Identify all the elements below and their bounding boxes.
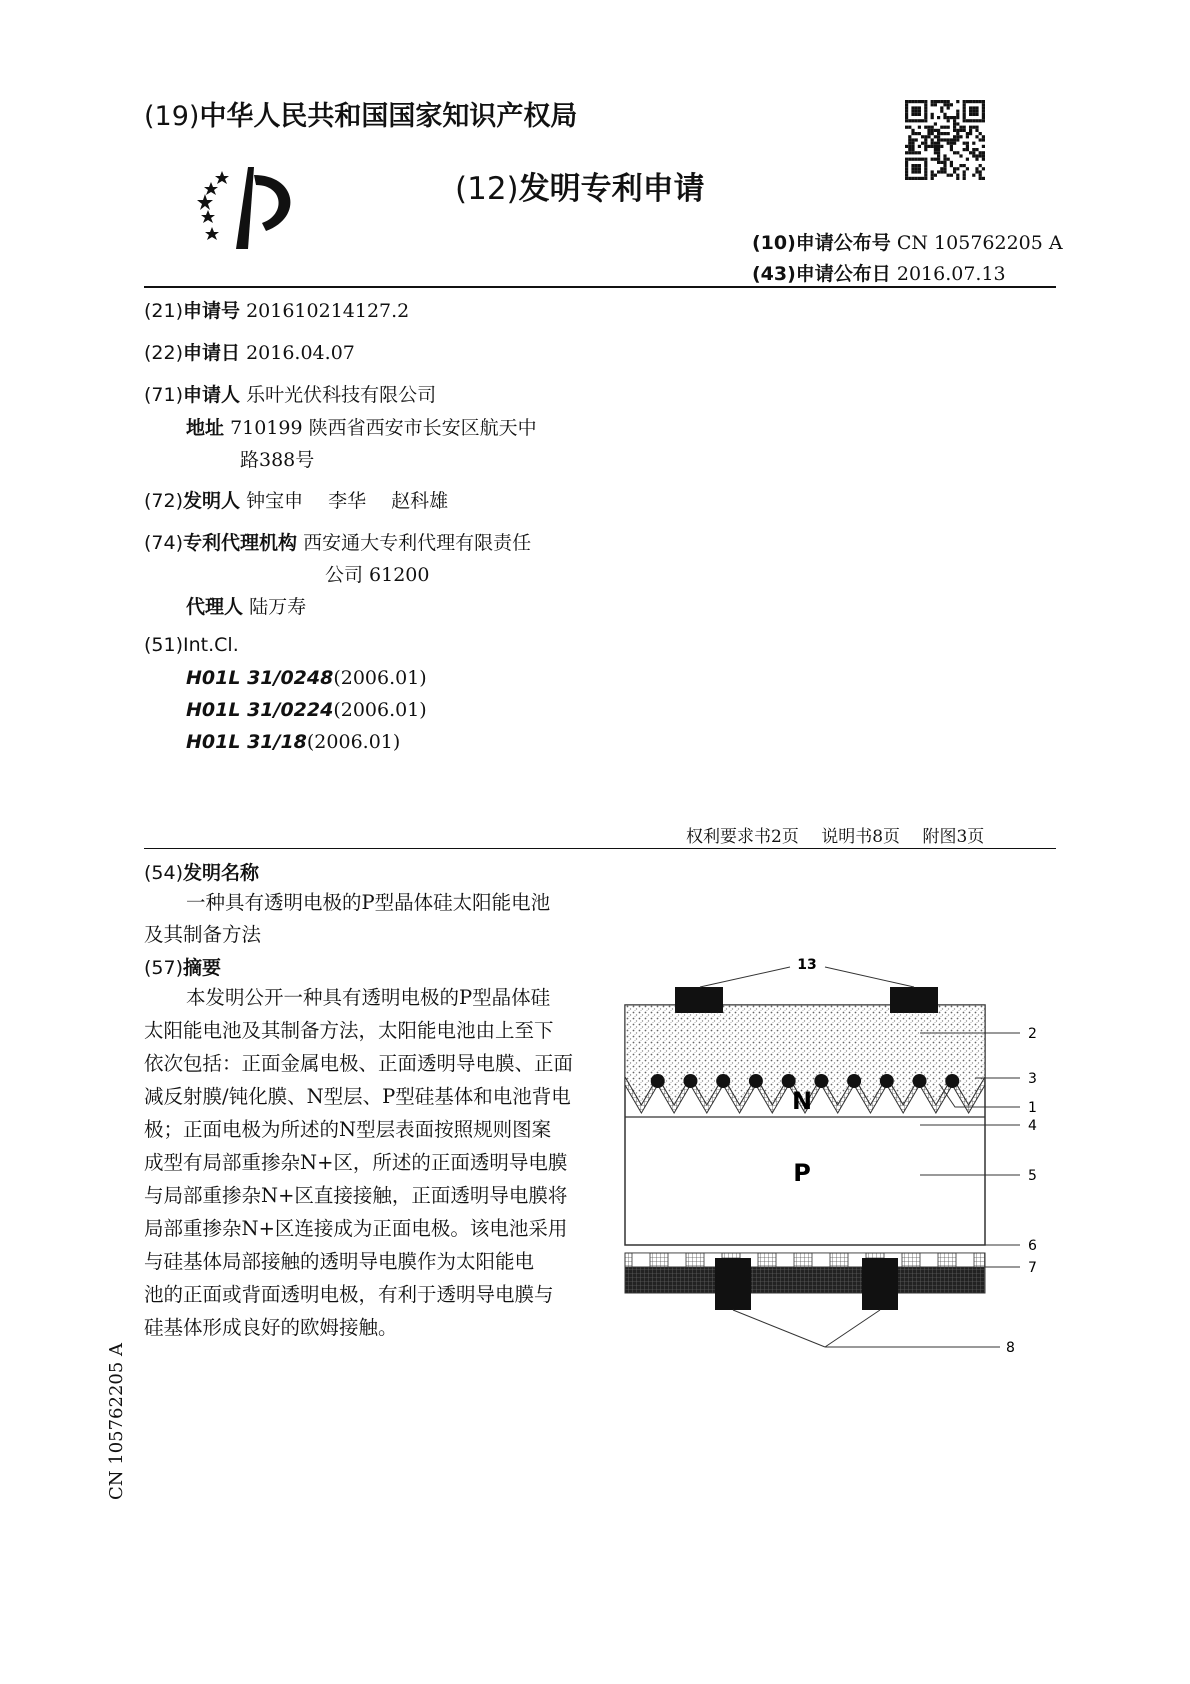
filing-code: (22) bbox=[144, 342, 184, 364]
inventors: 钟宝申 李华 赵科雄 bbox=[246, 490, 449, 512]
abstract-line: 本发明公开一种具有透明电极的P型晶体硅 bbox=[186, 986, 551, 1009]
inventor-field bbox=[144, 486, 448, 513]
ipc-entry bbox=[186, 699, 427, 721]
n-plus-region bbox=[847, 1074, 861, 1088]
label-7: 7 bbox=[1028, 1260, 1037, 1276]
doc-type-line bbox=[455, 163, 705, 208]
pub-no-line bbox=[752, 228, 1063, 255]
applicant-field bbox=[144, 380, 436, 407]
app-no: 201610214127.2 bbox=[246, 300, 410, 322]
passivation-opening bbox=[668, 1253, 686, 1267]
invention-title-line2: 及其制备方法 bbox=[144, 923, 262, 946]
layer-p-label: P bbox=[793, 1159, 811, 1187]
abstract-line: 成型有局部重掺杂N+区，所述的正面透明导电膜 bbox=[144, 1151, 568, 1174]
authority-line bbox=[144, 94, 577, 133]
side-pub-no: CN 105762205 A bbox=[106, 1342, 127, 1500]
label-8: 8 bbox=[1006, 1340, 1015, 1356]
agency-label: 专利代理机构 bbox=[183, 532, 298, 554]
authority-code: (19) bbox=[144, 101, 200, 132]
n-plus-region bbox=[945, 1074, 959, 1088]
agent-label: 代理人 bbox=[186, 596, 244, 618]
label-3: 3 bbox=[1028, 1071, 1037, 1087]
abstract-code: (57) bbox=[144, 957, 184, 979]
abstract-line: 局部重掺杂N+区连接成为正面电极。该电池采用 bbox=[144, 1217, 568, 1240]
doc-type: 发明专利申请 bbox=[518, 171, 705, 207]
ipc-version: (2006.01) bbox=[333, 667, 427, 689]
back-tco-layer bbox=[625, 1267, 985, 1293]
address-field bbox=[186, 413, 537, 440]
applicant-label: 申请人 bbox=[183, 384, 241, 406]
ipc-code: H01L 31/0224 bbox=[186, 699, 334, 721]
label-5: 5 bbox=[1028, 1168, 1037, 1184]
n-plus-region bbox=[913, 1074, 927, 1088]
app-no-field bbox=[144, 296, 409, 323]
label-1: 1 bbox=[1028, 1100, 1037, 1116]
qr-code bbox=[905, 100, 985, 180]
passivation-opening bbox=[776, 1253, 794, 1267]
n-plus-region bbox=[716, 1074, 730, 1088]
inventor-code: (72) bbox=[144, 490, 184, 512]
pub-no-label: (10)申请公布号 bbox=[752, 232, 891, 254]
app-no-code: (21) bbox=[144, 300, 184, 322]
label-6: 6 bbox=[1028, 1238, 1037, 1254]
passivation-opening bbox=[920, 1253, 938, 1267]
authority-name: 中华人民共和国国家知识产权局 bbox=[199, 101, 578, 132]
n-plus-region bbox=[814, 1074, 828, 1088]
n-plus-region bbox=[782, 1074, 796, 1088]
title-heading bbox=[144, 858, 259, 885]
back-electrode bbox=[715, 1258, 751, 1310]
invention-title-line1: 一种具有透明电极的P型晶体硅太阳能电池 bbox=[186, 891, 551, 914]
n-plus-region bbox=[683, 1074, 697, 1088]
pub-date-line bbox=[752, 259, 1006, 286]
agent-field bbox=[186, 592, 306, 619]
section-rule bbox=[144, 848, 1056, 849]
abstract-line: 太阳能电池及其制备方法，太阳能电池由上至下 bbox=[144, 1019, 554, 1042]
passivation-opening bbox=[632, 1253, 650, 1267]
intcl-label: Int.Cl. bbox=[183, 634, 239, 656]
label-13: 13 bbox=[797, 957, 817, 973]
applicant: 乐叶光伏科技有限公司 bbox=[246, 384, 437, 406]
pub-date-label: (43)申请公布日 bbox=[752, 263, 891, 285]
passivation-opening bbox=[956, 1253, 974, 1267]
filing-field bbox=[144, 338, 355, 365]
n-plus-region bbox=[749, 1074, 763, 1088]
leader-line bbox=[825, 1310, 880, 1347]
abstract-line: 极；正面电极为所述的N型层表面按照规则图案 bbox=[144, 1118, 552, 1141]
agency-code: (74) bbox=[144, 532, 184, 554]
ipc-version: (2006.01) bbox=[333, 699, 427, 721]
solar-cell-figure bbox=[620, 945, 1060, 1375]
n-plus-region bbox=[880, 1074, 894, 1088]
ipc-entry bbox=[186, 667, 427, 689]
title-code: (54) bbox=[144, 862, 184, 884]
filing-label: 申请日 bbox=[183, 342, 241, 364]
abstract-heading bbox=[144, 953, 221, 980]
abstract-line: 与局部重掺杂N+区直接接触，正面透明导电膜将 bbox=[144, 1184, 568, 1207]
header-rule bbox=[144, 286, 1056, 288]
intcl-field bbox=[144, 634, 239, 656]
abstract-line: 池的正面或背面透明电极，有利于透明导电膜与 bbox=[144, 1283, 554, 1306]
inventor-label: 发明人 bbox=[183, 490, 241, 512]
pub-date: 2016.07.13 bbox=[896, 263, 1006, 285]
cnipa-logo bbox=[196, 165, 308, 251]
address-label: 地址 bbox=[186, 417, 225, 439]
agency-line2: 公司 61200 bbox=[325, 564, 430, 586]
agency-field bbox=[144, 528, 531, 555]
abstract-line: 减反射膜/钝化膜、N型层、P型硅基体和电池背电 bbox=[144, 1085, 571, 1108]
address-line2: 路388号 bbox=[240, 449, 315, 471]
leader-line bbox=[733, 1310, 825, 1347]
passivation-opening bbox=[812, 1253, 830, 1267]
label-2: 2 bbox=[1028, 1026, 1037, 1042]
app-no-label: 申请号 bbox=[183, 300, 241, 322]
agency-line1: 西安通大专利代理有限责任 bbox=[303, 532, 532, 554]
pub-no: CN 105762205 A bbox=[896, 232, 1063, 254]
front-electrode bbox=[890, 987, 938, 1013]
abstract-label: 摘要 bbox=[183, 957, 222, 979]
applicant-code: (71) bbox=[144, 384, 184, 406]
ipc-code: H01L 31/0248 bbox=[186, 667, 334, 689]
filing-date: 2016.04.07 bbox=[246, 342, 355, 364]
ipc-version: (2006.01) bbox=[306, 731, 401, 753]
abstract-line: 与硅基体局部接触的透明导电膜作为太阳能电 bbox=[144, 1250, 535, 1273]
leader-line bbox=[825, 967, 914, 987]
abstract-line: 硅基体形成良好的欧姆接触。 bbox=[144, 1316, 398, 1339]
leader-line bbox=[700, 967, 790, 987]
ipc-code: H01L 31/18 bbox=[186, 731, 307, 753]
doc-type-code: (12) bbox=[455, 171, 519, 207]
title-label: 发明名称 bbox=[183, 862, 260, 884]
agent: 陆万寿 bbox=[249, 596, 307, 618]
address-line1: 710199 陕西省西安市长安区航天中 bbox=[230, 417, 537, 439]
abstract-line: 依次包括：正面金属电极、正面透明导电膜、正面 bbox=[144, 1052, 574, 1075]
pages-info: 权利要求书2页 说明书8页 附图3页 bbox=[686, 827, 985, 847]
label-4: 4 bbox=[1028, 1118, 1037, 1134]
n-plus-region bbox=[651, 1074, 665, 1088]
abstract-body bbox=[144, 981, 573, 1344]
front-electrode bbox=[675, 987, 723, 1013]
intcl-code: (51) bbox=[144, 634, 184, 656]
layer-n-label: N bbox=[791, 1087, 813, 1115]
back-electrode bbox=[862, 1258, 898, 1310]
ipc-entry bbox=[186, 731, 400, 753]
